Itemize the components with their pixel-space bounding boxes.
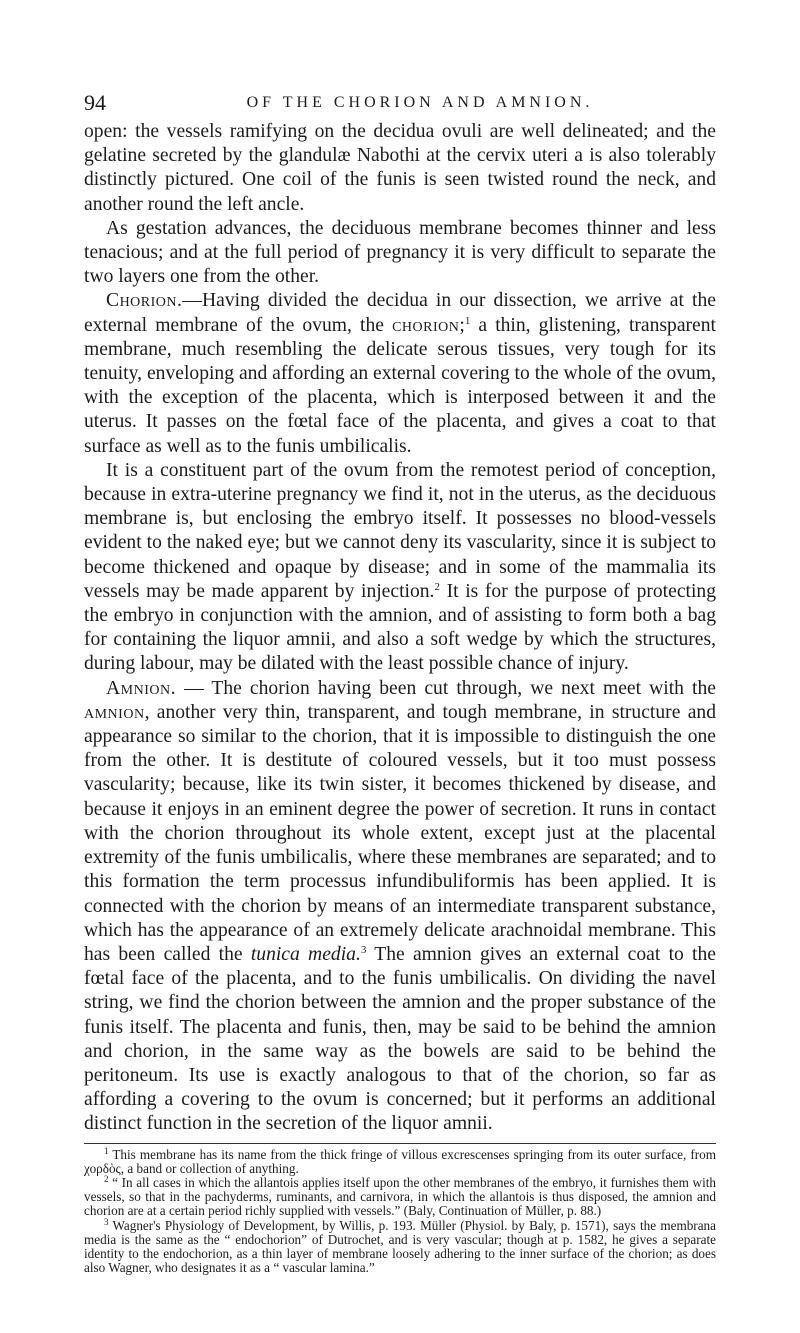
paragraph-4 xyxy=(84,459,716,677)
paragraph-amnion-text-a: — The chorion having been cut through, we next meet with the xyxy=(176,677,716,699)
footnote-ref-2: 2 xyxy=(434,580,440,593)
footnote-1-text: This membrane has its name from the thick fringe of villous excrescenses springing from its outer surface, from χορδὸς, a band or collection of anything. xyxy=(84,1146,716,1176)
term-amnion: amnion xyxy=(84,701,145,723)
paragraph-amnion-text-b: , another very thin, transparent, and tough membrane, in structure and appearance so similar to the chorion, that it is impossible to distinguish the one from the other. It is destitute of coloured vessels, but it too must possess vascularity; because, like its twin sister, it becomes thickened by disease, and because it enjoys in an eminent degree the power of secretion. It runs in contact with the chorion throughout its whole extent, except just at the placental extremity of the funis umbilicalis, where these membranes are separated; and to this formation the term processus infundibuliformis has been applied. It is connected with the chorion by means of an intermediate transparent substance, which has the appearance of an extremely delicate arachnoidal membrane. This has been called the xyxy=(84,701,716,965)
footnote-2-text: “ In all cases in which the allantois applies itself upon the other membranes of the embryo, it furnishes them with vessels, so that in the pachyderms, ruminants, and carnivora, in which the allantois is thus disposed, the amnion and chorion are at a certain period richly supplied with vessels.” (Baly, Continuation of Müller, p. 88.) xyxy=(84,1174,716,1219)
paragraph-4-text-a: It is a constituent part of the ovum from the remotest period of conception, because in extra-uterine pregnancy we find it, not in the uterus, as the deciduous membrane is, but enclosing the embryo itself. It possesses no blood-vessels evident to the naked eye; but we cannot deny its vascularity, since it is subject to become thickened and opaque by disease; and in some of the mammalia its vessels may be made apparent by injection. xyxy=(84,459,716,602)
paragraph-chorion-text-a: —Having divided the decidua in our dissection, we arrive at the external membrane of the ovum, the xyxy=(84,290,716,336)
footnote-2 xyxy=(84,1173,716,1219)
term-tunica-media: tunica media. xyxy=(250,943,361,965)
footnote-3-mark: 3 xyxy=(104,1216,109,1227)
body-text xyxy=(84,120,716,1137)
paragraph-chorion-sep: ; xyxy=(459,314,465,336)
paragraph-4-text-b: It is for the purpose of protecting the embryo in conjunction with the amnion, and of assisting to form both a bag for containing the liquor amnii, and also a soft wedge by which the structures, during labour, may be dilated with the least possible chance of injury. xyxy=(84,580,717,675)
paragraph-amnion xyxy=(84,677,716,1137)
footnote-2-mark: 2 xyxy=(104,1173,109,1184)
page-header xyxy=(84,80,716,115)
running-title: OF THE CHORION AND AMNION. xyxy=(246,94,594,111)
footnote-1 xyxy=(84,1145,716,1176)
term-chorion: chorion xyxy=(392,314,460,336)
footnote-divider xyxy=(84,1143,716,1144)
footnote-ref-1: 1 xyxy=(464,314,471,327)
footnote-1-mark: 1 xyxy=(104,1145,109,1156)
paragraph-amnion-text-c: The amnion gives an external coat to the fœtal face of the placenta, and to the funis umbilicalis. On dividing the navel string, we find the chorion between the amnion and the proper substance of the funis itself. The placenta and funis, then, may be said to be behind the amnion and chorion, in the same way as the bowels are said to be behind the peritoneum. Its use is exactly analogous to that of the chorion, so far as affording a covering to the ovum is concerned; but it performs an additional distinct function in the secretion of the liquor amnii. xyxy=(84,943,716,1135)
footnotes xyxy=(84,1145,716,1276)
paragraph-chorion xyxy=(84,289,716,458)
section-heading-amnion: Amnion. xyxy=(106,677,176,699)
footnote-3 xyxy=(84,1216,716,1276)
footnote-ref-3: 3 xyxy=(360,943,367,956)
section-heading-chorion: Chorion. xyxy=(106,290,183,312)
page-number: 94 xyxy=(84,90,106,115)
footnote-3-text: Wagner's Physiology of Development, by Willis, p. 193. Müller (Physiol. by Baly, p. 1571), says the membrana media is the same as the “ endochorion” of Dutrochet, and is very vascular; though at p. 1582, he gives a separate identity to the endochorion, as a thin layer of membrane loosely adhering to the inner surface of the chorion; as does also Wagner, who designates it as a “ vascular lamina.” xyxy=(84,1217,716,1276)
paragraph-1: open: the vessels ramifying on the decidua ovuli are well delineated; and the gelatine secreted by the glandulæ Nabothi at the cervix uteri a is also tolerably distinctly pictured. One coil of the funis is seen twisted round the neck, and another round the left ancle. xyxy=(84,121,716,215)
paragraph-2: As gestation advances, the deciduous membrane becomes thinner and less tenacious; and at the full period of pregnancy it is very difficult to separate the two layers one from the other. xyxy=(84,217,716,288)
paragraph-chorion-text-b: a thin, glistening, transparent membrane, much resembling the delicate serous tissues, very tough for its tenuity, enveloping and affording an external covering to the whole of the ovum, with the exception of the placenta, which is interposed between it and the uterus. It passes on the fœtal face of the placenta, and gives a coat to that surface as well as to the funis umbilicalis. xyxy=(84,314,716,457)
